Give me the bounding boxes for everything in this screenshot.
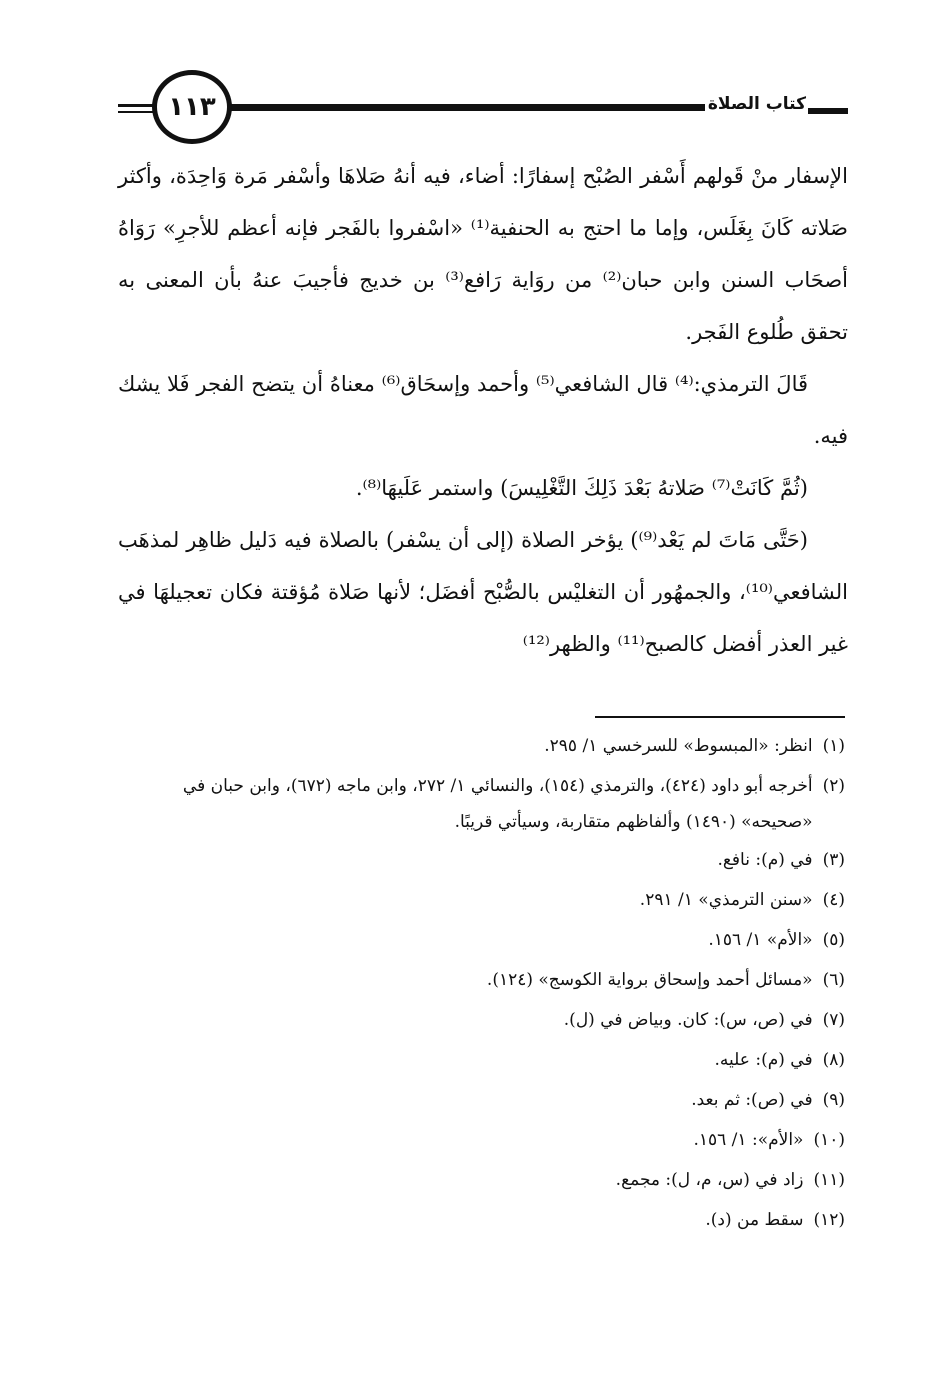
footnote-number: (٦) [822,970,845,990]
footnote-number: (٩) [822,1090,845,1110]
footnote [140,766,845,840]
running-head: كتاب الصلاة [707,94,806,114]
footnote [140,1040,845,1080]
footnote-number: (١٢) [813,1210,845,1230]
footnote-text: «الأم»: ١/ ١٥٦. [693,1130,804,1150]
footnote-number: (٤) [822,890,845,910]
footnote-text: «سنن الترمذي» ١/ ٢٩١. [639,890,813,910]
paragraph: قَالَ الترمذي:⁽⁴⁾ قال الشافعي⁽⁵⁾ وأحمد وإسحَاق⁽⁶⁾ معناهُ أن يتضح الفجر فَلا يشك فيه. [118,372,848,448]
footnote [140,1080,845,1120]
main-text [118,150,848,670]
footnote [140,1200,845,1240]
footnote [140,1160,845,1200]
footnote-number: (١١) [813,1170,845,1190]
footnote [140,880,845,920]
footnote-number: (١) [822,736,845,756]
footnote-number: (٨) [822,1050,845,1070]
paragraph: الإسفار منْ قَولهم أَسْفر الصُبْح إسفارًا: أضاء، فيه أنهُ صَلاهَا وأسْفر مَرة وَاحِدَة، وأكثر صَلاته كَانَ بِغَلَس، وإما ما احتج به الحنفية⁽¹⁾ «اسْفروا بالفَجر فإنه أعظم للأجرِ» رَوَاهُ أصحَاب السنن وابن حبان⁽²⁾ من روَاية رَافع⁽³⁾ بن خديج فأجيبَ عنهُ بأن المعنى به تحقق طُلوع الفَجر. [118,164,848,344]
footnote-text: «الأم» ١/ ١٥٦. [708,930,813,950]
header-rule-right [808,108,848,114]
footnote [140,840,845,880]
footnote-number: (٢) [822,776,845,796]
footnote [140,726,845,766]
footnote-text: في (ص): ثم بعد. [691,1090,813,1110]
footnote-separator [595,716,845,718]
footnote-text: في (م): نافع. [717,850,813,870]
header-rule-middle [225,104,705,111]
paragraph: (حَتَّى مَاتَ لم يَعْد⁽⁹⁾) يؤخر الصلاة (إلى أن يسْفر) بالصلاة فيه دَليل ظاهِر لمذهَب الشافعي⁽¹⁰⁾، والجمهُور أن التغليْس بالصُّبْح أفضَل؛ لأنها صَلاة مُؤقتة فكان تعجيلهَا في غير العذر أفضل كالصبح⁽¹¹⁾ والظهر⁽¹²⁾ [118,528,848,656]
paragraph: (ثُمَّ كَانَتْ⁽⁷⁾ صَلاتهُ بَعْدَ ذَلِكَ التَّغْلِيسَ) واستمر عَلَيهَا⁽⁸⁾. [355,476,808,500]
footnote-number: (٥) [822,930,845,950]
footnote-text: زاد في (س، م، ل): مجمع. [615,1170,804,1190]
footnote [140,1120,845,1160]
footnote-number: (١٠) [813,1130,845,1150]
footnotes [140,726,845,1240]
footnote [140,1000,845,1040]
footnote-text: في (م): عليه. [714,1050,813,1070]
footnote-number: (٣) [822,850,845,870]
footnote-text: انظر: «المبسوط» للسرخسي ١/ ٢٩٥. [544,736,813,756]
footnote [140,960,845,1000]
footnote-text: أخرجه أبو داود (٤٢٤)، والترمذي (١٥٤)، والنسائي ١/ ٢٧٢، وابن ماجه (٦٧٢)، وابن حبان في «صحيحه» (١٤٩٠) وألفاظهم متقاربة، وسيأتي قريبًا. [182,776,813,832]
footnote-text: سقط من (د). [705,1210,804,1230]
footnote [140,920,845,960]
footnote-text: في (ص، س): كان. وبياض في (ل). [563,1010,813,1030]
footnote-number: (٧) [822,1010,845,1030]
footnote-text: «مسائل أحمد وإسحاق برواية الكوسج» (١٢٤). [486,970,813,990]
page-number: ١١٣ [152,70,232,144]
